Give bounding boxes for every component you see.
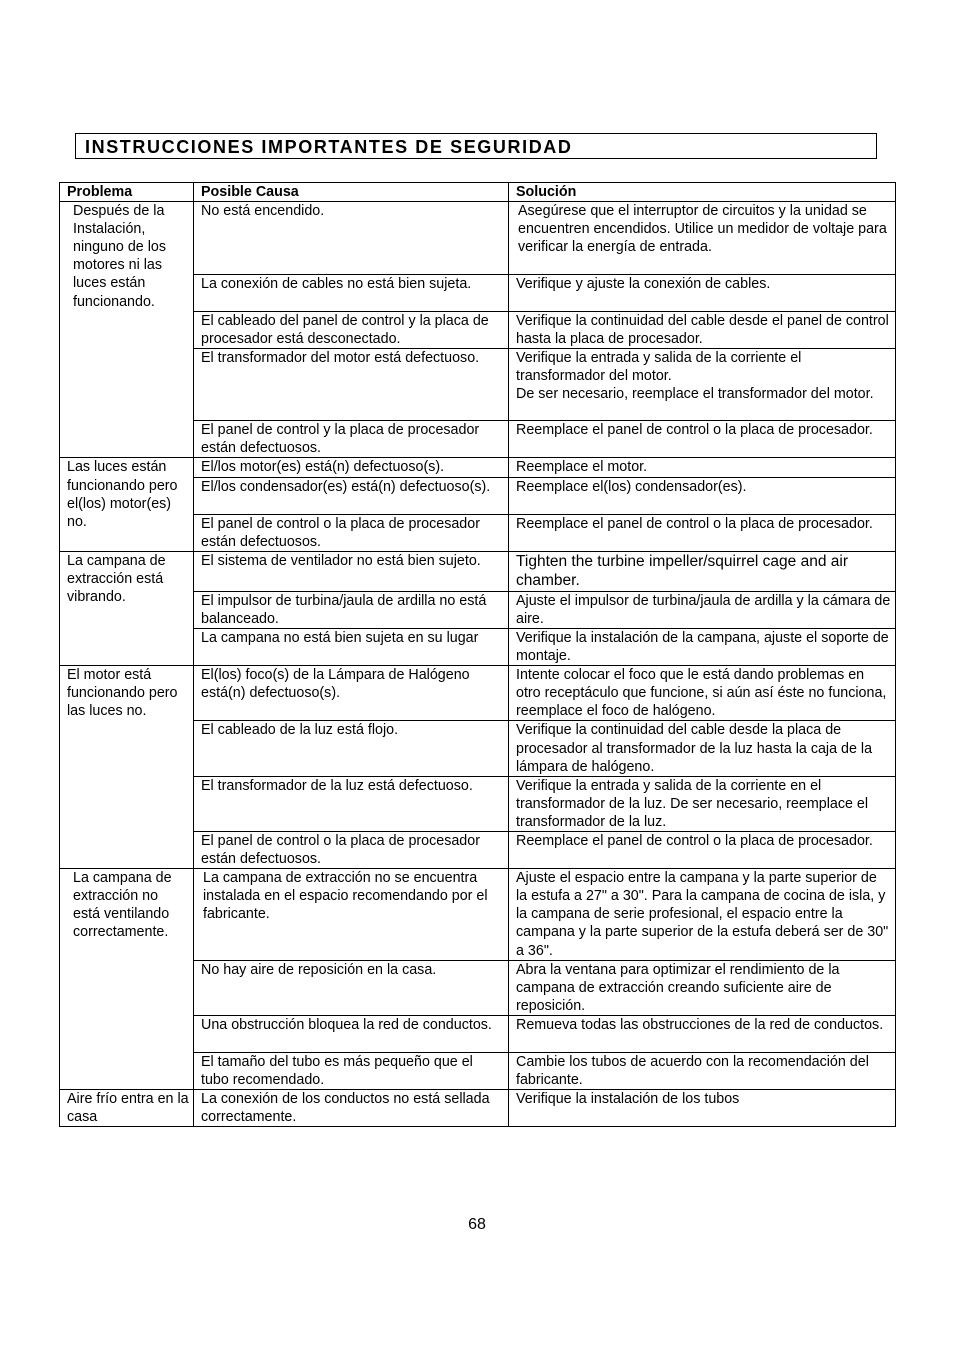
problem-cell: Las luces están funcionando pero el(los) motor(es) no. [60,458,194,551]
problem-cell: Aire frío entra en la casa [60,1090,194,1127]
solution-cell: Abra la ventana para optimizar el rendimiento de la campana de extracción creando suficiente aire de reposición. [509,960,896,1015]
cause-cell: La conexión de los conductos no está sellada correctamente. [194,1090,509,1127]
solution-cell: Verifique la instalación de los tubos [509,1090,896,1127]
solution-cell: Verifique la instalación de la campana, ajuste el soporte de montaje. [509,628,896,665]
cause-cell: El panel de control o la placa de procesador están defectuosos. [194,514,509,551]
solution-cell: Reemplace el(los) condensador(es). [509,477,896,514]
table-row [60,202,896,275]
solution-cell: Reemplace el panel de control o la placa de procesador. [509,421,896,458]
cause-cell: El(los) foco(s) de la Lámpara de Halógeno está(n) defectuoso(s). [194,666,509,721]
problem-cell: La campana de extracción no está ventilando correctamente. [60,869,194,1090]
column-header-problema: Problema [60,183,194,202]
table-row [60,458,896,477]
solution-cell: Reemplace el panel de control o la placa de procesador. [509,831,896,868]
solution-cell: Verifique y ajuste la conexión de cables. [509,275,896,312]
problem-cell: Después de la Instalación, ninguno de los motores ni las luces están funcionando. [60,202,194,458]
column-header-solucion: Solución [509,183,896,202]
solution-cell: Verifique la entrada y salida de la corriente el transformador del motor. De ser necesario, reemplace el transformador del motor. [509,349,896,421]
table-row [60,551,896,591]
cause-cell: El transformador de la luz está defectuoso. [194,776,509,831]
table-row [60,869,896,960]
solution-cell: Remueva todas las obstrucciones de la red de conductos. [509,1015,896,1052]
solution-cell: Verifique la continuidad del cable desde el panel de control hasta la placa de procesador. [509,312,896,349]
solution-cell: Cambie los tubos de acuerdo con la recomendación del fabricante. [509,1052,896,1089]
cause-cell: El transformador del motor está defectuoso. [194,349,509,421]
solution-cell: Asegúrese que el interruptor de circuitos y la unidad se encuentren encendidos. Utilice un medidor de voltaje para verificar la energía de entrada. [509,202,896,275]
cause-cell: No hay aire de reposición en la casa. [194,960,509,1015]
solution-cell: Tighten the turbine impeller/squirrel cage and air chamber. [509,551,896,591]
solution-cell: Verifique la continuidad del cable desde la placa de procesador al transformador de la luz hasta la caja de la lámpara de halógeno. [509,721,896,776]
section-title-box [75,133,877,159]
cause-cell: La campana no está bien sujeta en su lugar [194,628,509,665]
cause-cell: Una obstrucción bloquea la red de conductos. [194,1015,509,1052]
section-title: INSTRUCCIONES IMPORTANTES DE SEGURIDAD [85,137,573,157]
solution-cell: Reemplace el motor. [509,458,896,477]
cause-cell: No está encendido. [194,202,509,275]
cause-cell: El tamaño del tubo es más pequeño que el tubo recomendado. [194,1052,509,1089]
solution-cell: Ajuste el espacio entre la campana y la parte superior de la estufa a 27" a 30". Para la campana de cocina de isla, y la campana de serie profesional, el espacio entre la campana y la parte superior de la estufa deberá ser de 30" a 36". [509,869,896,960]
solution-cell: Ajuste el impulsor de turbina/jaula de ardilla y la cámara de aire. [509,591,896,628]
cause-cell: La conexión de cables no está bien sujeta. [194,275,509,312]
problem-cell: El motor está funcionando pero las luces no. [60,666,194,869]
column-header-posible-causa: Posible Causa [194,183,509,202]
cause-cell: El cableado de la luz está flojo. [194,721,509,776]
cause-cell: El panel de control o la placa de procesador están defectuosos. [194,831,509,868]
page-number: 68 [468,1216,486,1233]
solution-cell: Reemplace el panel de control o la placa de procesador. [509,514,896,551]
troubleshooting-table [59,182,896,1127]
cause-cell: El panel de control y la placa de procesador están defectuosos. [194,421,509,458]
table-row [60,1090,896,1127]
cause-cell: El sistema de ventilador no está bien sujeto. [194,551,509,591]
problem-cell: La campana de extracción está vibrando. [60,551,194,665]
solution-cell: Intente colocar el foco que le está dando problemas en otro receptáculo que funcione, si aún así éste no funciona, reemplace el foco de halógeno. [509,666,896,721]
cause-cell: El/los condensador(es) está(n) defectuoso(s). [194,477,509,514]
table-row [60,666,896,721]
cause-cell: La campana de extracción no se encuentra instalada en el espacio recomendando por el fabricante. [194,869,509,960]
cause-cell: El cableado del panel de control y la placa de procesador está desconectado. [194,312,509,349]
cause-cell: El/los motor(es) está(n) defectuoso(s). [194,458,509,477]
cause-cell: El impulsor de turbina/jaula de ardilla no está balanceado. [194,591,509,628]
solution-cell: Verifique la entrada y salida de la corriente en el transformador de la luz. De ser necesario, reemplace el transformador de la luz. [509,776,896,831]
table-header-row [60,183,896,202]
